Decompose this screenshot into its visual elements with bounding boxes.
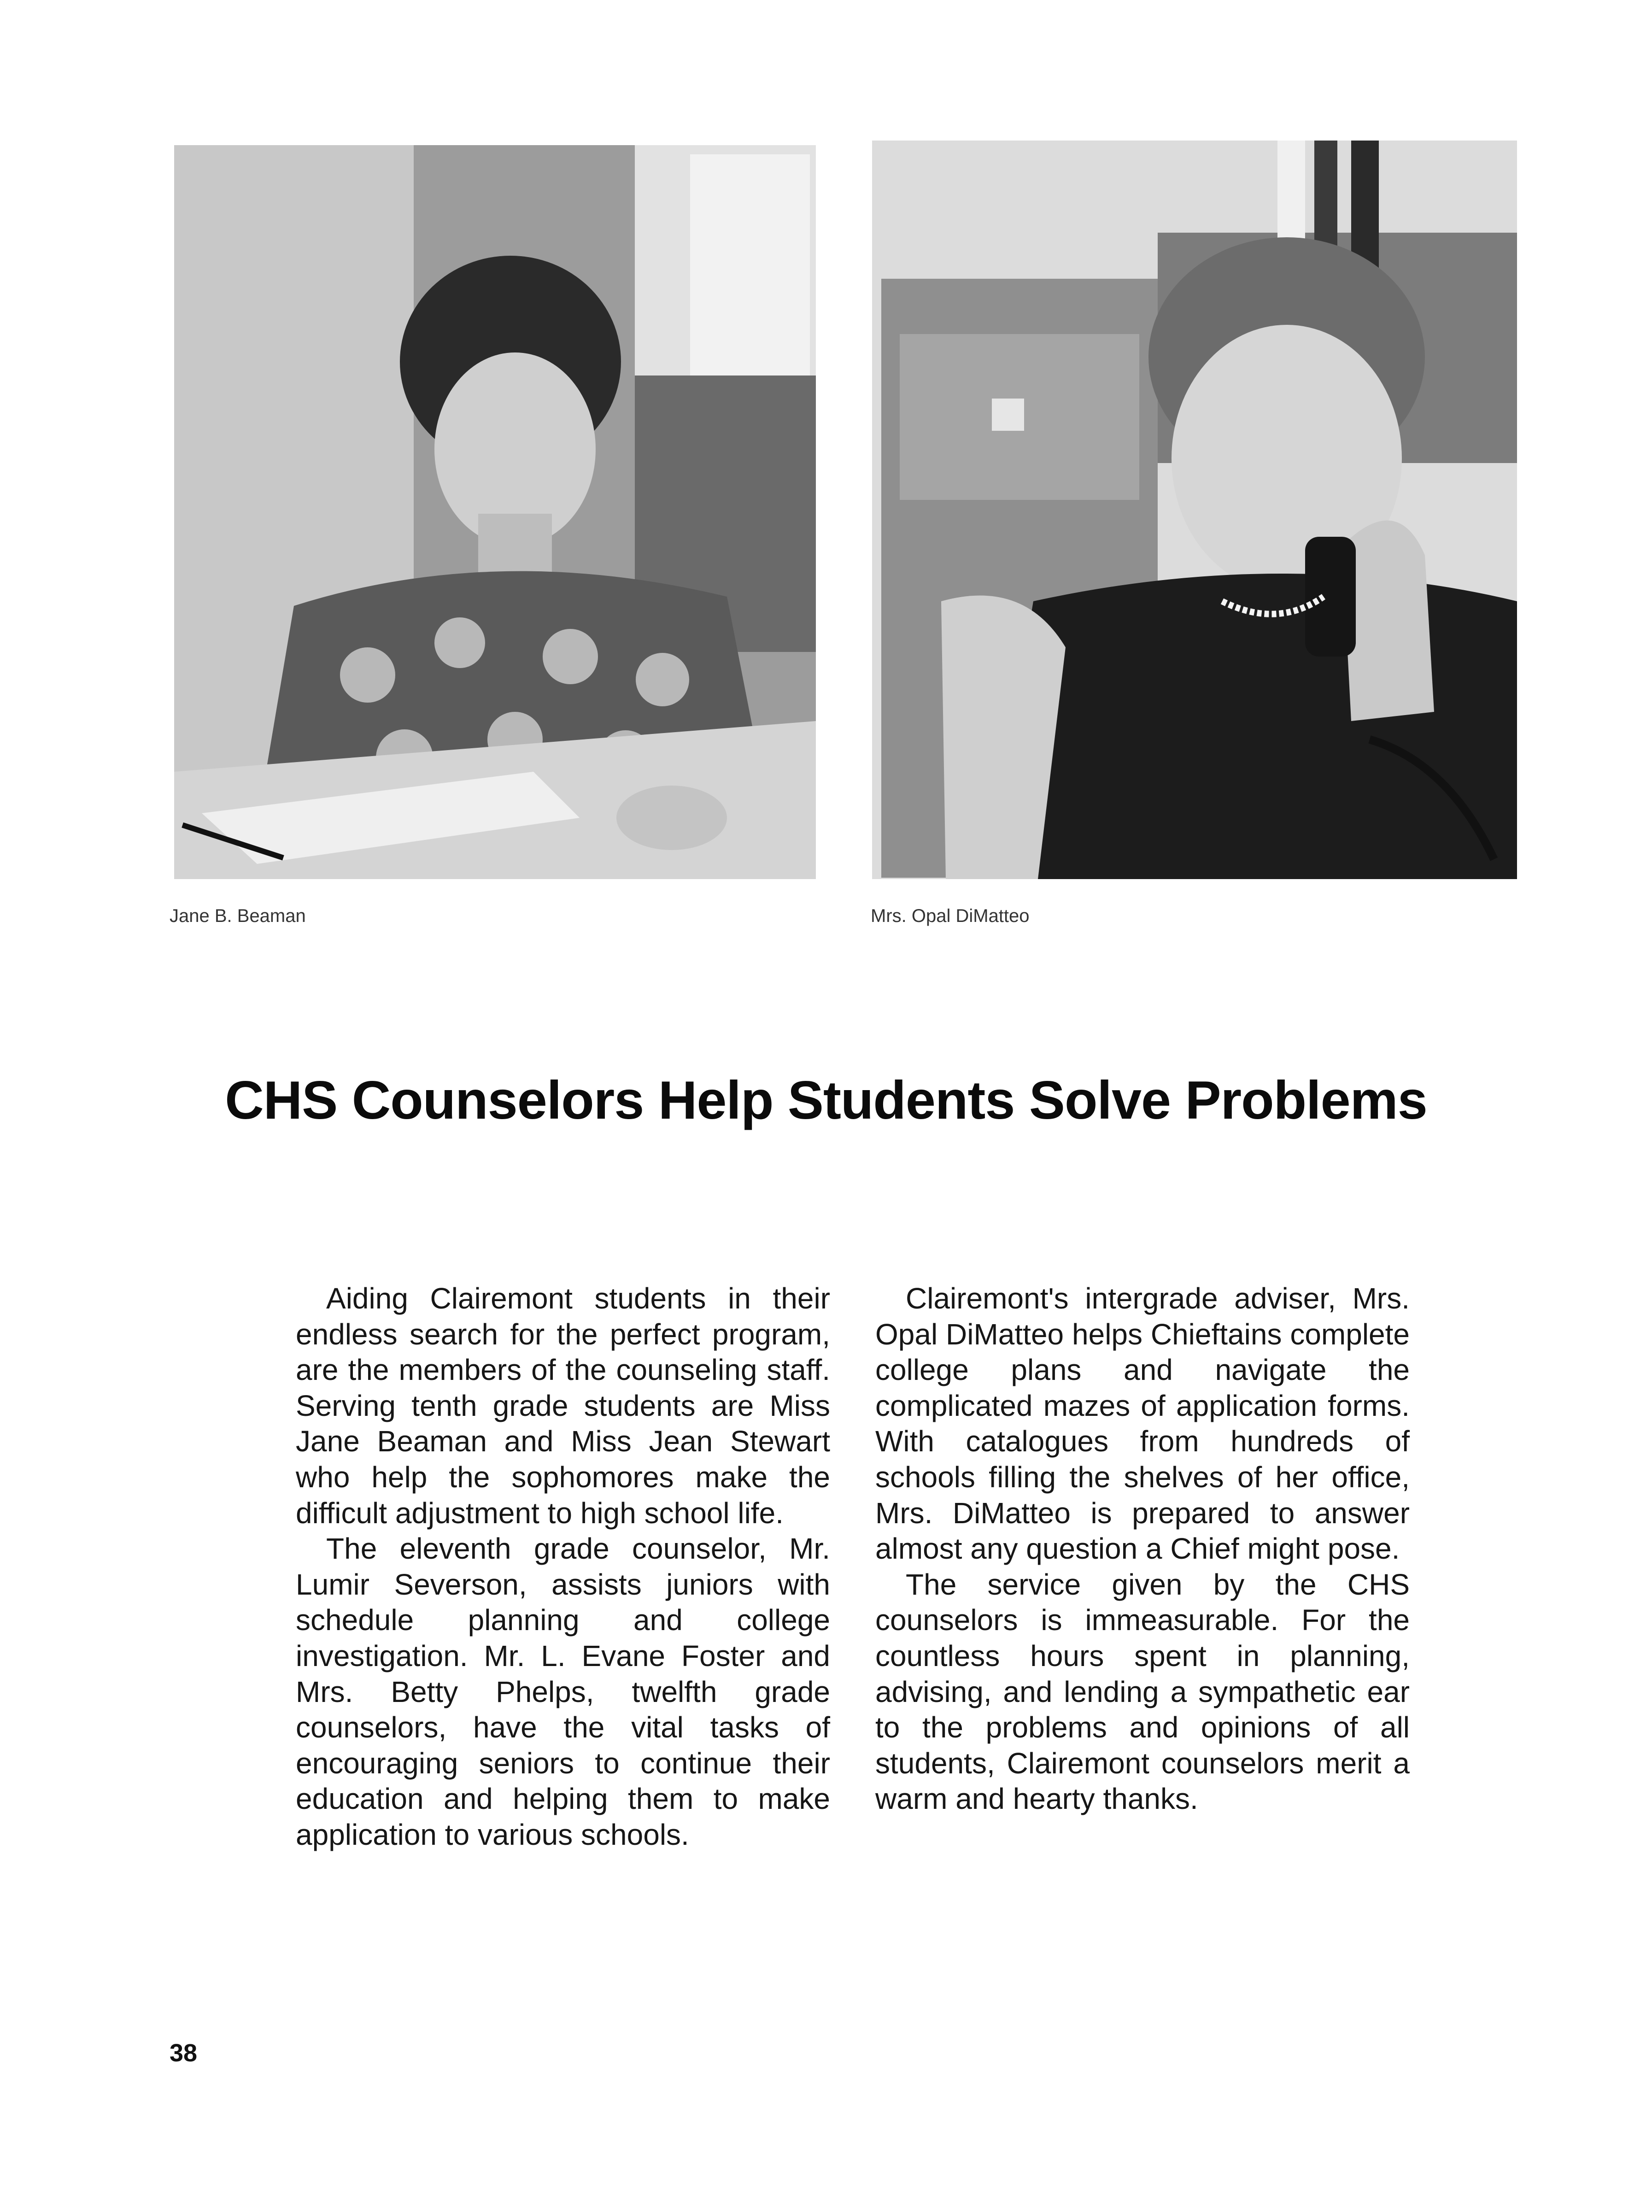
photo-caption-right: Mrs. Opal DiMatteo [871, 906, 1030, 926]
paragraph: The service given by the CHS counselors is immeasurable. For the countless hours spent in planning, advising, and lending a sympathetic ear to the problems and opinions of all students, Clairemont counselors merit a warm and hearty thanks. [875, 1567, 1410, 1816]
portrait-image [174, 145, 816, 879]
page-number: 38 [170, 2039, 198, 2067]
article-column-left [296, 1281, 830, 1853]
article-headline: CHS Counselors Help Students Solve Problems [225, 1070, 1427, 1130]
photo-caption-left: Jane B. Beaman [170, 906, 306, 926]
portrait-image [872, 141, 1517, 879]
photo-jane-beaman [174, 145, 816, 879]
paragraph: The eleventh grade counselor, Mr. Lumir Severson, assists juniors with schedule planning and college investigation. Mr. L. Evane Foster and Mrs. Betty Phelps, twelfth grade counselors, have the vital tasks of encouraging seniors to continue their education and helping them to make application to various schools. [296, 1532, 830, 1851]
paragraph: Aiding Clairemont students in their endless search for the perfect program, are the members of the counseling staff. Serving tenth grade students are Miss Jane Beaman and Miss Jean Stewart who help the sophomores make the difficult adjustment to high school life. [296, 1282, 830, 1530]
paragraph: Clairemont's intergrade adviser, Mrs. Opal DiMatteo helps Chieftains complete college plans and navigate the complicated mazes of application forms. With catalogues from hundreds of schools filling the shelves of her office, Mrs. DiMatteo is prepared to answer almost any question a Chief might pose. [875, 1282, 1410, 1566]
article-column-right [875, 1281, 1410, 1817]
photo-opal-dimatteo [872, 141, 1517, 879]
